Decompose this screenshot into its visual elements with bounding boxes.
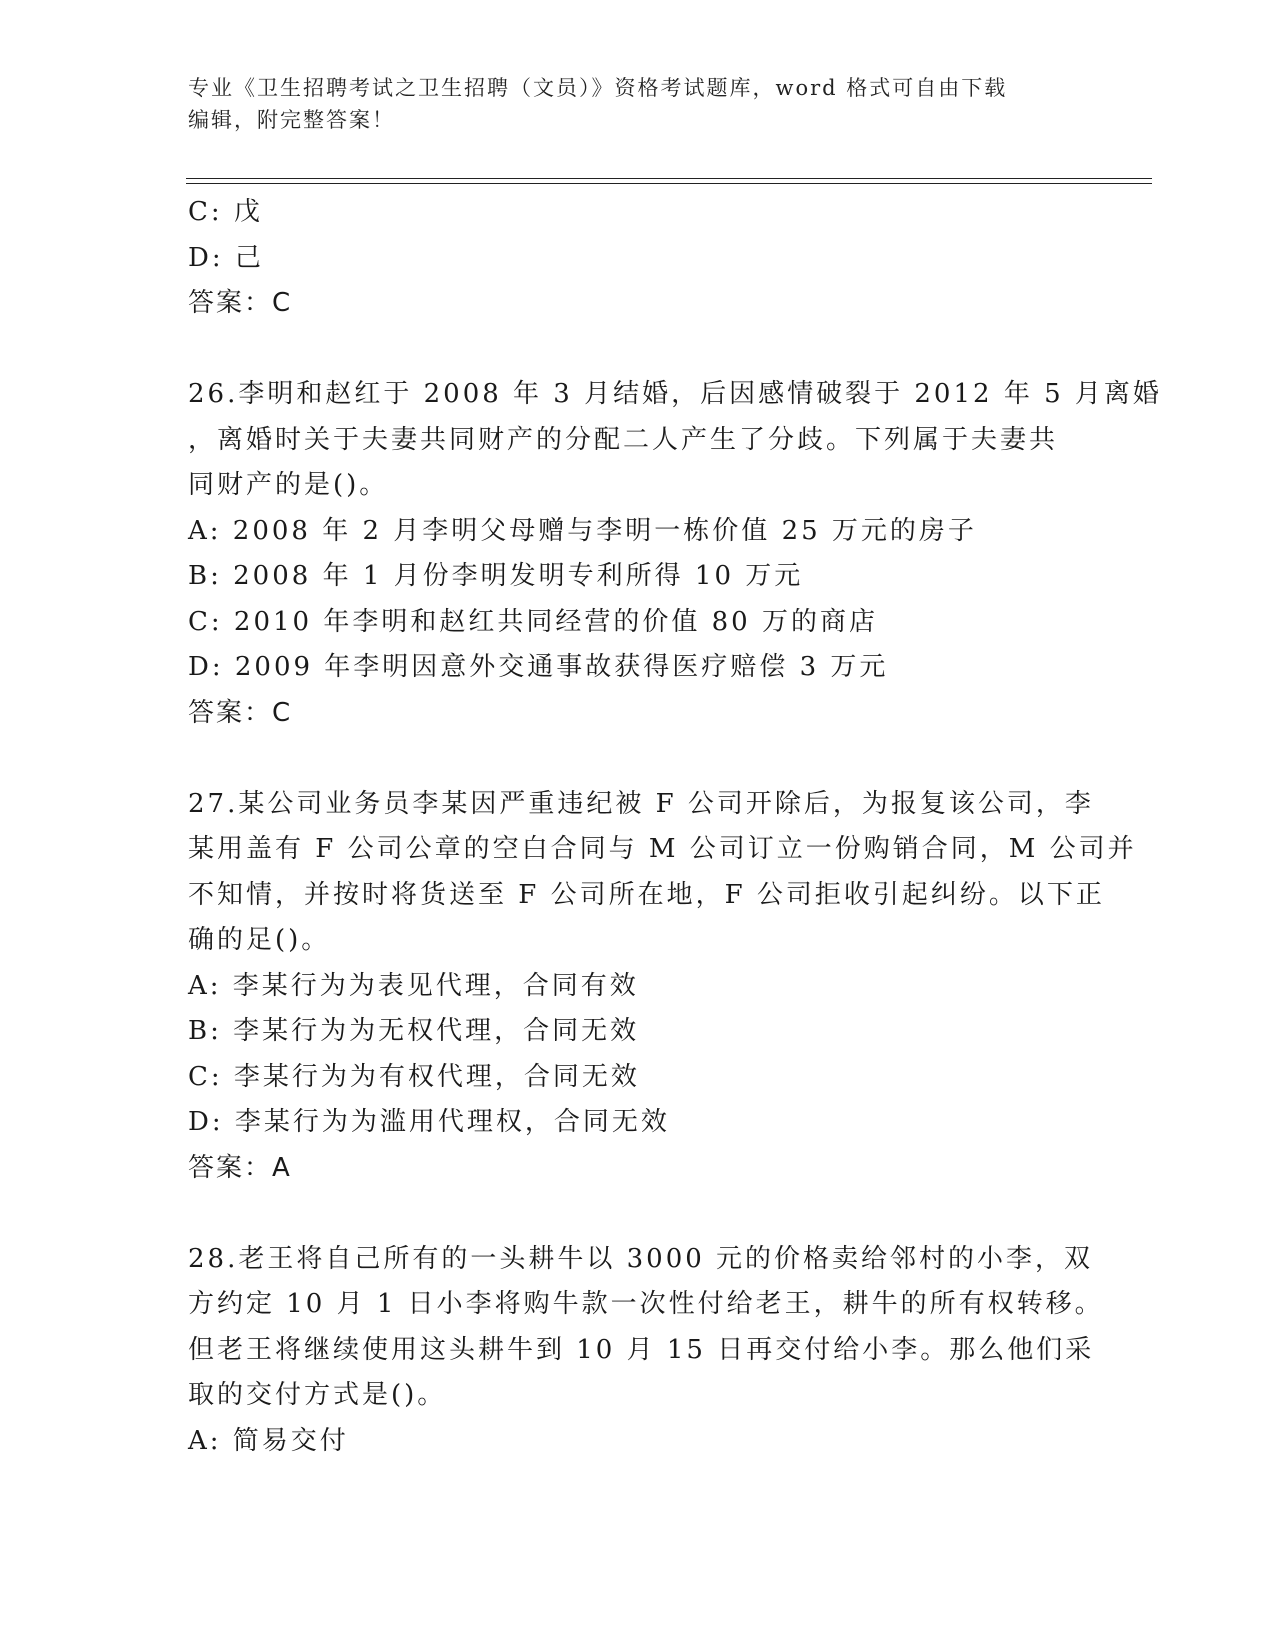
question-stem-line: 26.李明和赵红于 2008 年 3 月结婚，后因感情破裂于 2012 年 5 月离婚 (188, 379, 1162, 409)
option-a: A: 2008 年 2 月李明父母赠与李明一栋价值 25 万元的房子 (188, 515, 977, 546)
header-divider-bottom (186, 183, 1152, 184)
option-b: B: 2008 年 1 月份李明发明专利所得 10 万元 (188, 561, 804, 591)
question-26 (188, 372, 1162, 736)
prev-option-c: C: 戊 (188, 197, 263, 227)
question-stem-line: 不知情，并按时将货送至 F 公司所在地，F 公司拒收引起纠纷。以下正 (188, 879, 1105, 910)
option-d: D: 2009 年李明因意外交通事故获得医疗赔偿 3 万元 (188, 652, 889, 682)
prev-option-d: D: 己 (188, 242, 264, 273)
question-stem-line: ，离婚时关于夫妻共同财产的分配二人产生了分歧。下列属于夫妻共 (188, 424, 1059, 455)
header-line-2: 编辑，附完整答案！ (188, 108, 395, 132)
answer: 答案：C (188, 697, 293, 728)
question-stem-line: 某用盖有 F 公司公章的空白合同与 M 公司订立一份购销合同，M 公司并 (188, 834, 1137, 864)
question-stem-line: 28.老王将自己所有的一头耕牛以 3000 元的价格卖给邻村的小李，双 (188, 1243, 1094, 1274)
option-c: C: 2010 年李明和赵红共同经营的价值 80 万的商店 (188, 606, 878, 637)
question-28 (188, 1237, 1104, 1465)
question-27 (188, 782, 1137, 1192)
document-header (188, 72, 1088, 136)
option-b: B: 李某行为为无权代理，合同无效 (188, 1016, 640, 1046)
answer: 答案：A (188, 1152, 292, 1183)
question-stem-line: 确的足()。 (188, 925, 331, 955)
question-stem-line: 但老王将继续使用这头耕牛到 10 月 15 日再交付给小李。那么他们采 (188, 1334, 1095, 1365)
question-stem-line: 取的交付方式是()。 (188, 1380, 447, 1410)
header-divider-top (186, 178, 1152, 179)
question-stem-line: 方约定 10 月 1 日小李将购牛款一次性付给老王，耕牛的所有权转移。 (188, 1289, 1104, 1319)
question-stem-line: 同财产的是()。 (188, 470, 389, 500)
header-line-1: 专业《卫生招聘考试之卫生招聘（文员）》资格考试题库，word 格式可自由下载 (188, 76, 1008, 100)
prev-answer: 答案：C (188, 288, 293, 318)
question-stem-line: 27.某公司业务员李某因严重违纪被 F 公司开除后，为报复该公司，李 (188, 788, 1094, 819)
option-d: D: 李某行为为滥用代理权，合同无效 (188, 1107, 670, 1137)
option-a: A: 李某行为为表见代理，合同有效 (188, 970, 639, 1001)
option-c: C: 李某行为为有权代理，合同无效 (188, 1061, 640, 1092)
option-a: A: 简易交付 (188, 1425, 349, 1456)
question-content (188, 190, 1162, 1464)
